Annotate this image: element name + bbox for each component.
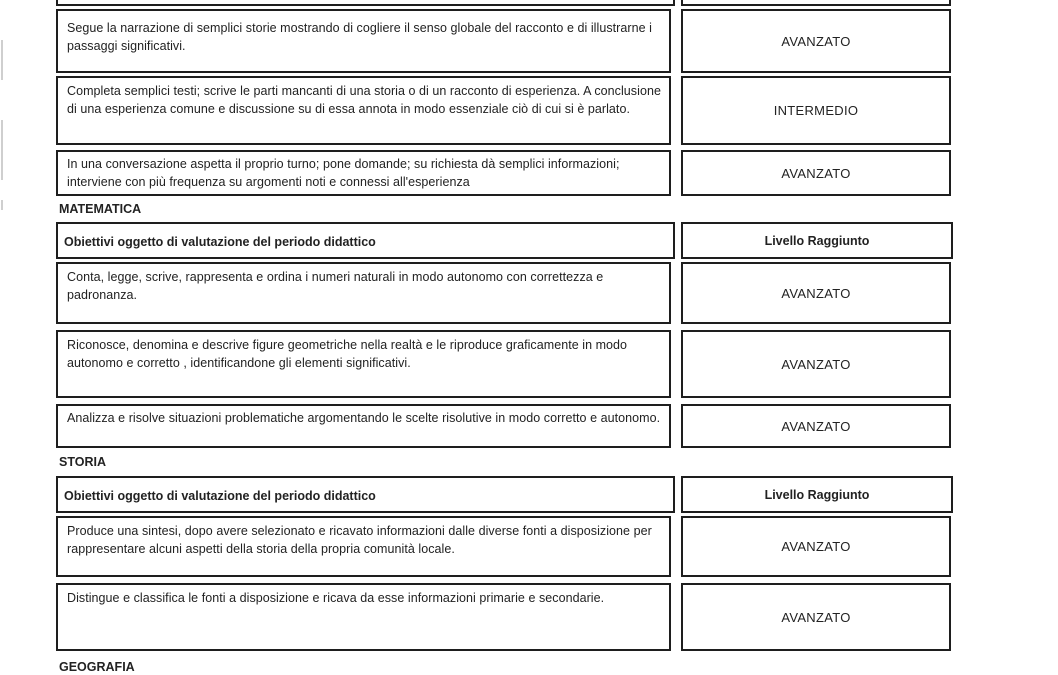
objective-cell: Produce una sintesi, dopo avere selezionato e ricavato informazioni dalle diverse fonti a disposizione per rappresentare alcuni aspetti della storia della propria comunità locale. [56,516,671,577]
level-cell: AVANZATO [681,583,951,651]
row-partial-right [681,0,951,6]
level-cell: INTERMEDIO [681,76,951,145]
objective-cell: Completa semplici testi; scrive le parti mancanti di una storia o di un racconto di esperienza. A conclusione di una esperienza comune e discussione su di essa annota in modo essenziale ciò di cui si è parlato. [56,76,671,145]
objective-cell: Conta, legge, scrive, rappresenta e ordina i numeri naturali in modo autonomo con correttezza e padronanza. [56,262,671,324]
section-title-matematica: MATEMATICA [59,202,142,216]
scan-edge-mark [1,200,3,210]
objective-cell: Segue la narrazione di semplici storie mostrando di cogliere il senso globale del racconto e di illustrarne i passaggi significativi. [56,9,671,73]
scan-edge-mark [1,120,3,180]
section-title-storia: STORIA [59,455,106,469]
table-header-objectives: Obiettivi oggetto di valutazione del periodo didattico [56,476,675,513]
level-cell: AVANZATO [681,150,951,196]
objective-cell: Distingue e classifica le fonti a disposizione e ricava da esse informazioni primarie e secondarie. [56,583,671,651]
level-cell: AVANZATO [681,404,951,448]
objective-cell: Riconosce, denomina e descrive figure geometriche nella realtà e le riproduce graficamente in modo autonomo e corretto , identificandone gli elementi significativi. [56,330,671,398]
table-header-level: Livello Raggiunto [681,222,953,259]
level-cell: AVANZATO [681,516,951,577]
level-cell: AVANZATO [681,9,951,73]
scan-edge-mark [1,40,3,80]
level-cell: AVANZATO [681,330,951,398]
table-header-level: Livello Raggiunto [681,476,953,513]
level-cell: AVANZATO [681,262,951,324]
objective-cell: In una conversazione aspetta il proprio turno; pone domande; su richiesta dà semplici informazioni; interviene con più frequenza su argomenti noti e connessi all'esperienza [56,150,671,196]
row-partial-left [56,0,675,6]
objective-cell: Analizza e risolve situazioni problematiche argomentando le scelte risolutive in modo corretto e autonomo. [56,404,671,448]
table-header-objectives: Obiettivi oggetto di valutazione del periodo didattico [56,222,675,259]
section-title-geografia: GEOGRAFIA [59,660,135,674]
